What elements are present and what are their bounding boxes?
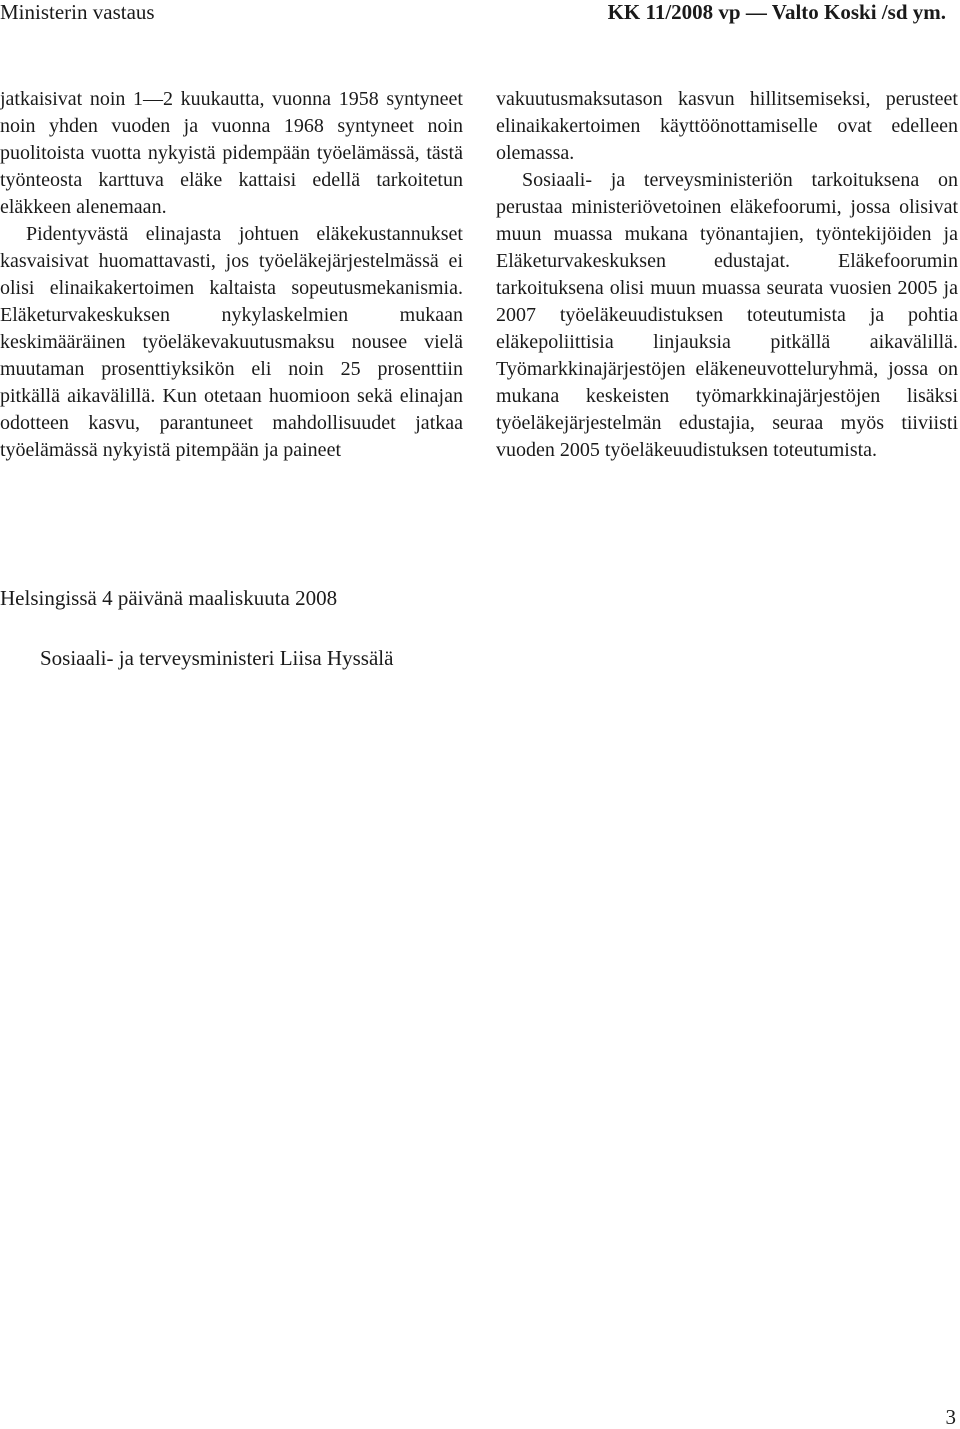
running-header-title: Ministerin vastaus: [0, 0, 155, 24]
text-column-left: [0, 86, 463, 464]
signature-place-date: Helsingissä 4 päivänä maaliskuuta 2008: [0, 586, 338, 610]
page-number: 3: [945, 1405, 956, 1429]
right-paragraph-2: Sosiaali- ja terveysministeriön tarkoituksena on perustaa ministeriövetoinen eläkefoorumi, jossa olisivat muun muassa mukana työnantajien, työntekijöiden ja Eläketurvakeskuksen edustajat. Eläkefoorumin tarkoituksena olisi muun muassa seurata vuosien 2005 ja 2007 työeläkeuudistuksen toteutumista ja pohtia eläkepoliittisia linjauksia pitkällä aikavälillä. Työmarkkinajärjestöjen eläkeneuvotteluryhmä, jossa on mukana keskeisten työmarkkinajärjestöjen lisäksi työeläkejärjestelmän edustajia, seuraa myös tiiviisti vuoden 2005 työeläkeuudistuksen toteutumista.: [496, 169, 958, 461]
signature-minister-name: Sosiaali- ja terveysministeri Liisa Hyssälä: [40, 646, 394, 670]
right-paragraph-1: vakuutusmaksutason kasvun hillitsemiseksi, perusteet elinaikakertoimen käyttöönottamiselle ovat edelleen olemassa.: [496, 88, 958, 164]
left-paragraph-2: Pidentyvästä elinajasta johtuen eläkekustannukset kasvaisivat huomattavasti, jos työeläkejärjestelmässä ei olisi elinaikakertoimen kaltaista sopeutusmekanismia. Eläketurvakeskuksen nykylaskelmien mukaan keskimääräinen työeläkevakuutusmaksu nousee vielä muutaman prosenttiyksikön eli noin 25 prosenttiin pitkällä aikavälillä. Kun otetaan huomioon sekä elinajan odotteen kasvu, parantuneet mahdollisuudet jatkaa työelämässä nykyistä pitempään ja paineet: [0, 223, 463, 461]
running-header-reference: KK 11/2008 vp — Valto Koski /sd ym.: [607, 0, 946, 24]
text-column-right: [496, 86, 958, 464]
left-paragraph-1: jatkaisivat noin 1—2 kuukautta, vuonna 1958 syntyneet noin yhden vuoden ja vuonna 1968 syntyneet noin puolitoista vuotta nykyistä pidempään työelämässä, tästä työnteosta karttuva eläke kattaisi edellä tarkoitetun eläkkeen alenemaan.: [0, 88, 463, 218]
